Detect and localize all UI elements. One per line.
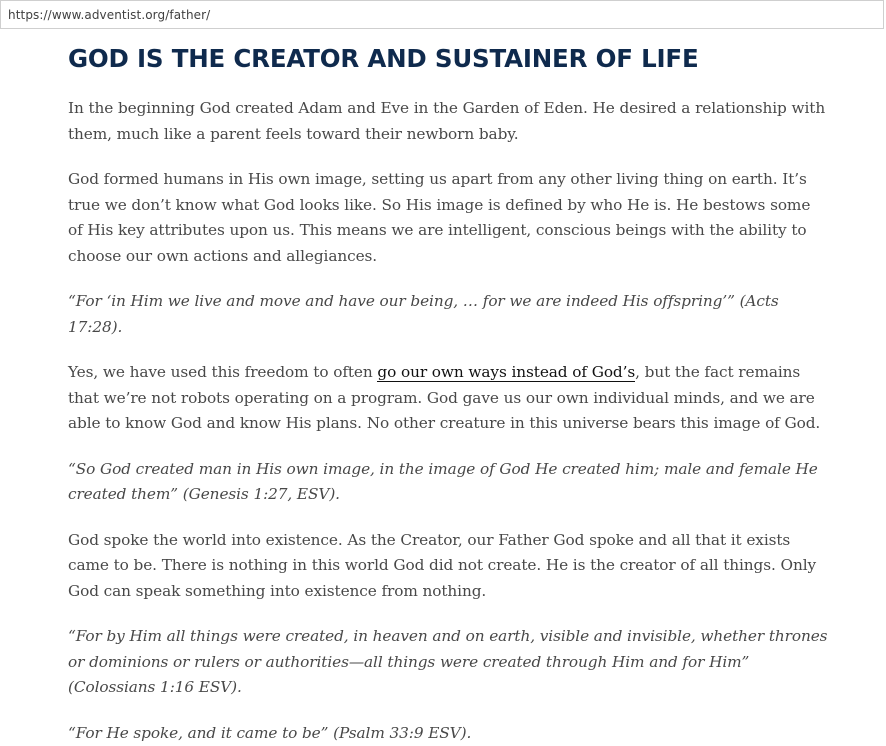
page-title: GOD IS THE CREATOR AND SUSTAINER OF LIFE	[68, 42, 828, 76]
paragraph-spoke: God spoke the world into existence. As the Creator, our Father God spoke and all that it exists came to be. There is nothing in this world God did not create. He is the creator of all things. Only God can speak something into existence from nothing.	[68, 528, 828, 605]
quote-genesis: “So God created man in His own image, in the image of God He created him; male and female He created them” (Genesis 1:27, ESV).	[68, 457, 828, 508]
paragraph-freedom-end: , but the fact remains that we’re not robots operating on a program. God gave us our own individual minds, and we are able to know God and know His plans. No other creature in this universe bears this image of God.	[68, 363, 820, 432]
address-bar[interactable]	[0, 0, 884, 29]
paragraph-image: God formed humans in His own image, setting us apart from any other living thing on earth. It’s true we don’t know what God looks like. So His image is defined by who He is. He bestows some of His key attributes upon us. This means we are intelligent, conscious beings with the ability to choose our own actions and allegiances.	[68, 167, 828, 269]
url-text[interactable]: https://www.adventist.org/father/	[8, 8, 210, 22]
paragraph-freedom-start: Yes, we have used this freedom to often	[68, 363, 377, 381]
quote-acts: “For ‘in Him we live and move and have our being, … for we are indeed His offspring’” (Acts 17:28).	[68, 289, 828, 340]
quote-colossians: “For by Him all things were created, in heaven and on earth, visible and invisible, whether thrones or dominions or rulers or authorities—all things were created through Him and for Him” (Colossians 1:16 ESV).	[68, 624, 828, 701]
quote-psalm: “For He spoke, and it came to be” (Psalm 33:9 ESV).	[68, 721, 828, 746]
paragraph-creation: In the beginning God created Adam and Eve in the Garden of Eden. He desired a relationship with them, much like a parent feels toward their newborn baby.	[68, 96, 828, 147]
own-ways-link[interactable]: go our own ways instead of God’s	[377, 363, 635, 382]
paragraph-freedom	[68, 360, 828, 437]
article-body	[68, 42, 828, 746]
